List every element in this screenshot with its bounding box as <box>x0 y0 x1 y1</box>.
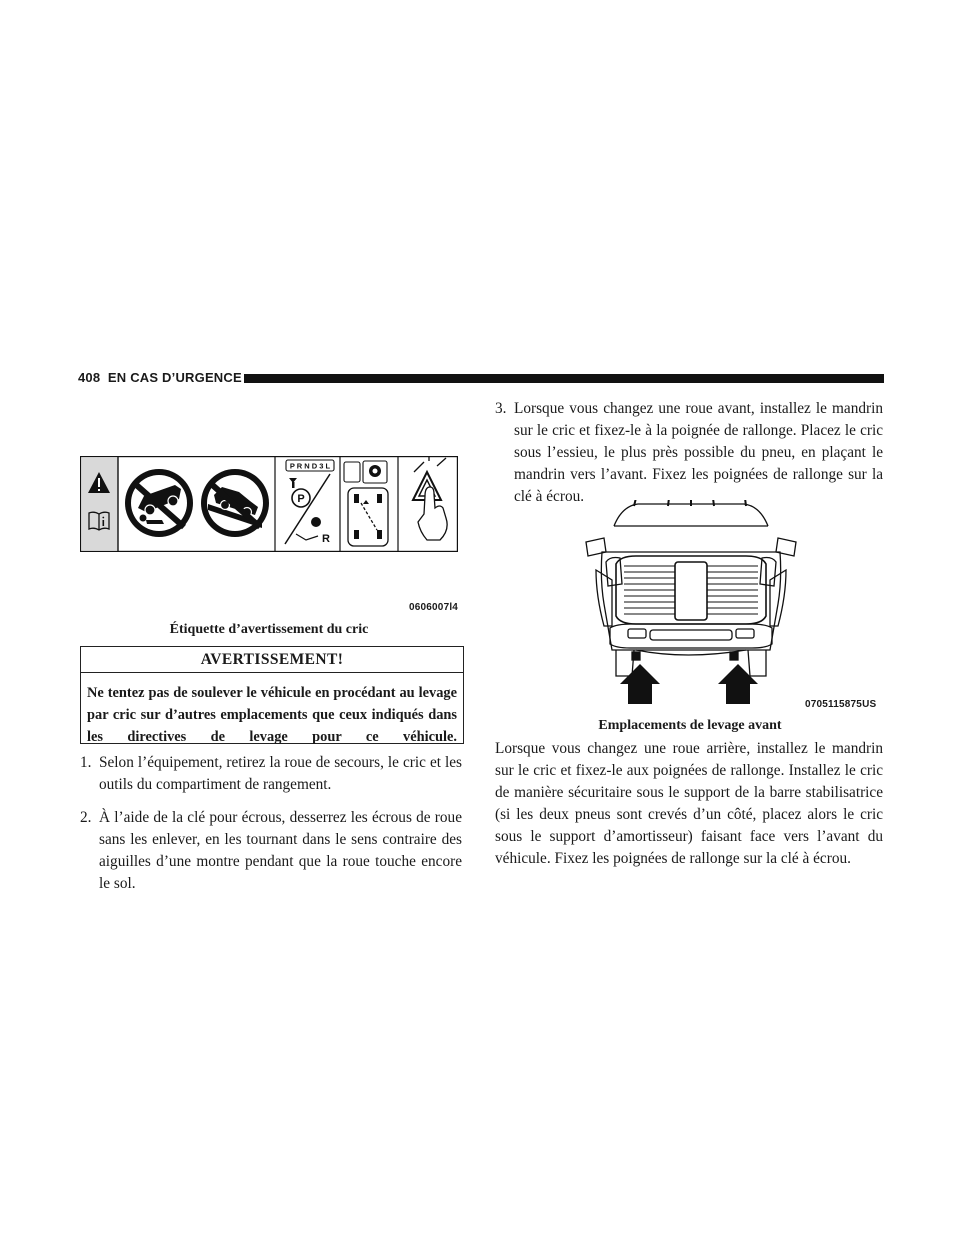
no-crawl-under-icon <box>125 469 193 537</box>
step-number: 2. <box>80 809 92 826</box>
figure-code-truck: 0705115875US <box>805 699 877 710</box>
step-number: 1. <box>80 754 92 771</box>
warning-text: Ne tentez pas de soulever le véhicule en procédant au levage par cric sur d’autres emplacements que ceux indiqués dans les directives de levage pour ce véhicule. <box>87 685 457 745</box>
page-number: 408 <box>78 370 101 385</box>
step-text: À l’aide de la clé pour écrous, desserrez les écrous de roue sans les enlever, en les tournant dans le sens contraire des aiguilles d’une montre pendant que la roue touche encore le sol. <box>99 809 462 892</box>
page-header-text <box>78 370 242 385</box>
page-header <box>78 371 884 387</box>
step-text: Selon l’équipement, retirez la roue de secours, le cric et les outils du compartiment de rangement. <box>99 754 462 793</box>
shifter-letters: P R N D 3 L <box>289 461 331 471</box>
step-number: 3. <box>495 400 507 417</box>
figure-caption-truck: Emplacements de levage avant <box>598 718 782 733</box>
park-letter: P <box>297 493 305 505</box>
step-item <box>495 398 883 508</box>
rear-wheel-paragraph: Lorsque vous changez une roue arrière, installez le mandrin sur le cric et fixez-le aux poignées de rallonge. Installez le cric de manière sécuritaire sous le support de la barre stabilisatrice (si les deux pneus sont crevés d’un côté, placez alors le cric sous le support d’amortisseur) faisant face vers l’avant du véhicule. Fixez les poignées de rallonge sur la clé à écrou. <box>495 740 883 867</box>
section-title: EN CAS D’URGENCE <box>107 370 242 385</box>
figure-code-warning: 0606007l4 <box>409 602 459 613</box>
step-three <box>495 398 883 508</box>
no-slope-icon <box>201 469 269 537</box>
warning-title: AVERTISSEMENT! <box>81 647 463 673</box>
front-lift-points-figure <box>576 500 806 704</box>
reverse-letter: R <box>322 533 330 545</box>
figure-caption-warning: Étiquette d’avertissement du cric <box>169 622 369 637</box>
jack-position-icon <box>344 461 388 546</box>
header-rule <box>244 374 884 383</box>
step-text: Lorsque vous changez une roue avant, installez le mandrin sur le cric et fixez-le à la poignée de rallonge. Placez le cric sous l’essieu, le plus près possible du pneu, en plaçant le mandrin vers l’avant. Fixez les poignées de rallonge sur la clé à écrou. <box>514 400 883 505</box>
step-item <box>80 752 462 796</box>
steps-list-left <box>80 752 462 895</box>
jack-warning-label-figure <box>80 456 458 552</box>
warning-box <box>80 646 464 744</box>
step-item <box>80 807 462 895</box>
